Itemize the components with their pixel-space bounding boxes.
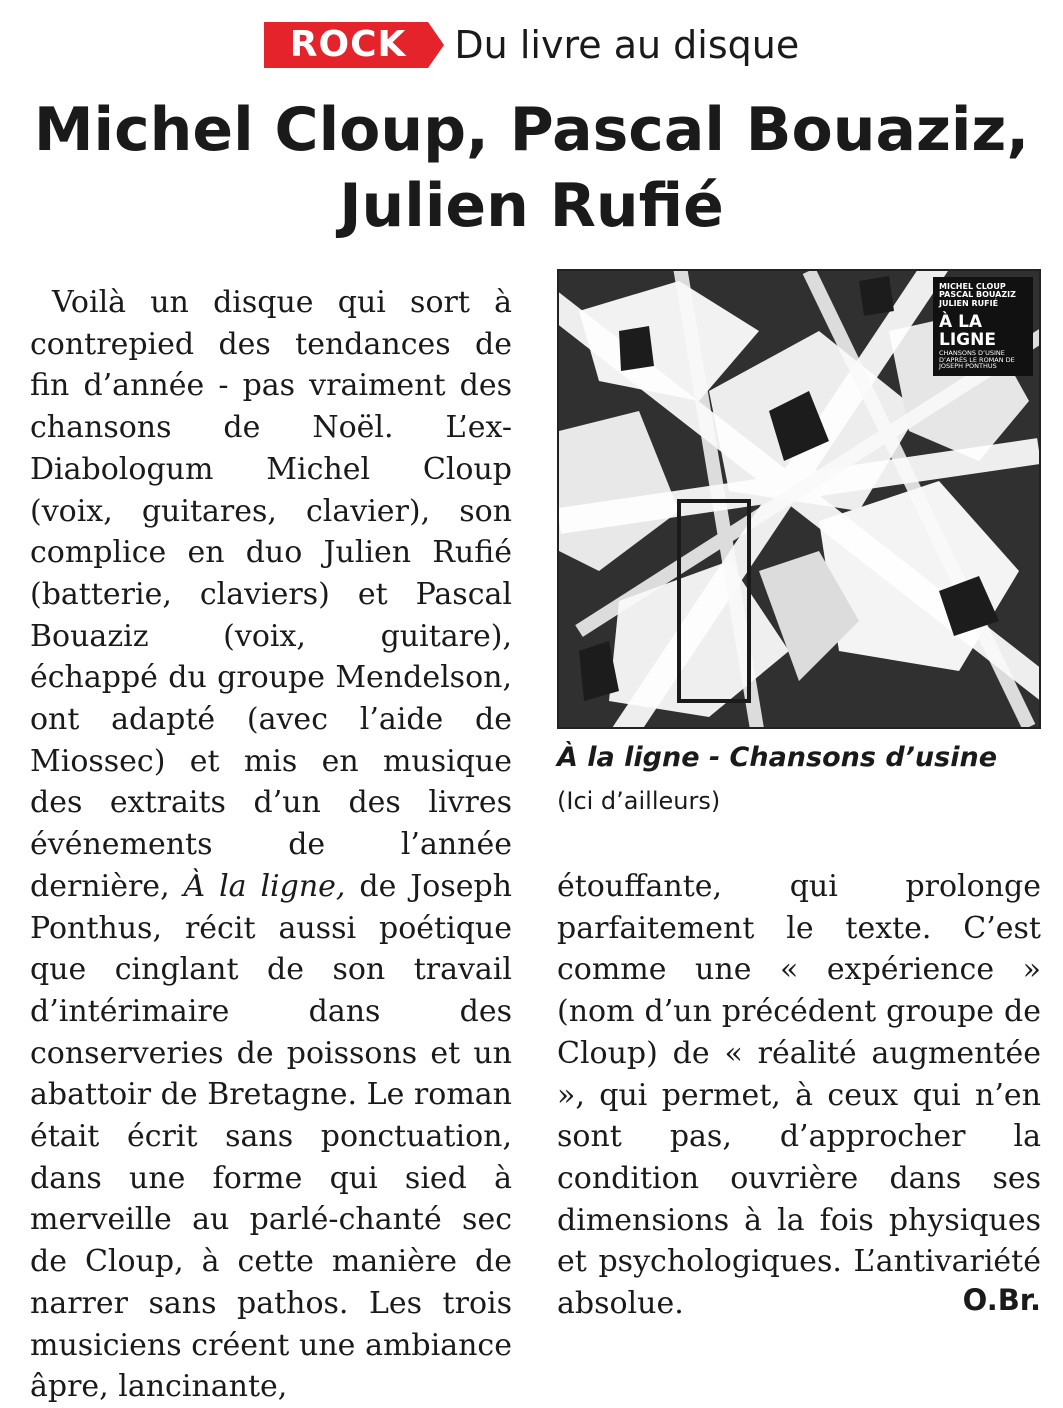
article-body-right-column: étouffante, qui prolonge parfaitement le texte. C’est comme une « expérience » (nom d’un précédent groupe de Cloup) de « réalité augmentée », qui permet, à ceux qui n’en sont pas, d’approcher la condition ouvrière dans ses dimensions à la fois physiques et psychologiques. L’antivariété absolue.: [557, 869, 1041, 1322]
author-signature: O.Br.: [962, 1283, 1041, 1317]
cover-artist-2: PASCAL BOUAZIZ: [939, 290, 1016, 300]
section-kicker: [0, 22, 1063, 68]
caption-album-title: À la ligne - Chansons d’usine: [557, 742, 998, 773]
cover-credit-line-2: JOSEPH PONTHUS: [939, 362, 997, 371]
article-headline: [0, 92, 1063, 244]
kicker-text: Du livre au disque: [454, 23, 800, 67]
cover-title-block: [933, 277, 1033, 376]
headline-line-2: Julien Rufié: [339, 171, 724, 241]
rubric-tag: ROCK: [264, 22, 429, 68]
cover-artist-1: MICHEL CLOUP: [939, 282, 1006, 291]
headline-line-1: Michel Cloup, Pascal Bouaziz,: [33, 95, 1030, 165]
cover-artist-3: JULIEN RUFIÉ: [939, 298, 999, 308]
cover-album-title: À LA LIGNE: [939, 312, 996, 351]
body-text-part-2: de Joseph Ponthus, récit aussi poétique que cinglant de son travail d’intérimaire dans des conserveries de poissons et un abattoir de Bretagne. Le roman était écrit sans ponctuation, dans une forme qui sied à merveille au parlé-chanté sec de Cloup, à cette manière de narrer sans pathos. Les trois musiciens créent une ambiance âpre, lancinante,: [30, 868, 513, 1405]
cover-album-subtitle: CHANSONS D’USINE: [939, 348, 1005, 357]
cover-credit-line-1: D’APRÈS LE ROMAN DE: [939, 355, 1015, 364]
body-text-part-1: Voilà un disque qui sort à contrepied des tendances de fin d’année - pas vraiment des chansons de Noël. L’ex-Diabologum Michel Cloup (voix, guitares, clavier), son complice en duo Julien Rufié (batterie, claviers) et Pascal Bouaziz (voix, guitare), échappé du groupe Mendelson, ont adapté (avec l’aide de Miossec) et mis en musique des extraits d’un des livres événements de l’année dernière,: [30, 285, 512, 904]
caption-record-label: (Ici d’ailleurs): [557, 787, 721, 815]
album-cover-image: [557, 269, 1041, 729]
book-title: À la ligne,: [183, 868, 346, 904]
article-body-left-column: [30, 282, 512, 1408]
